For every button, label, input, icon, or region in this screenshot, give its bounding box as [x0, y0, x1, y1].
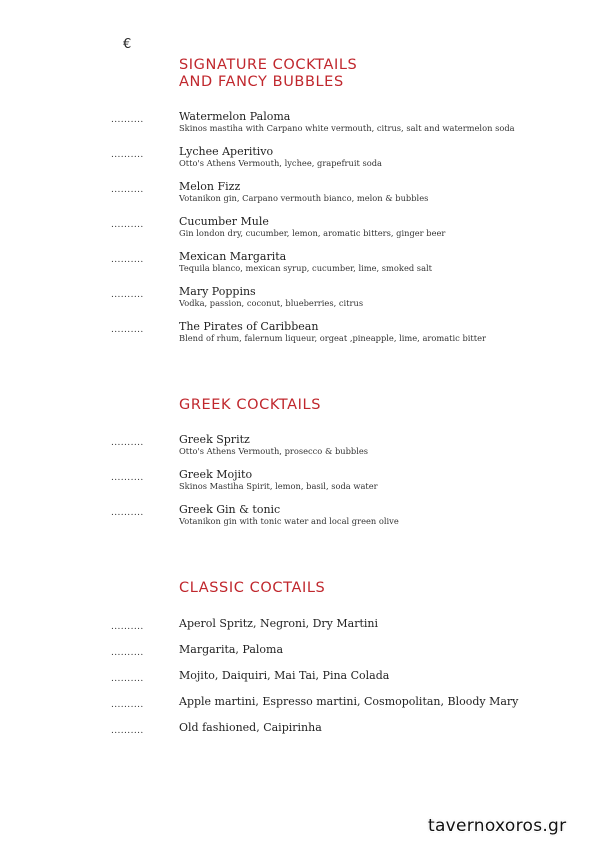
item-description: Tequila blanco, mexican syrup, cucumber, lime, smoked salt: [179, 263, 432, 273]
item-name: The Pirates of Caribbean: [179, 320, 319, 333]
item-description: Skinos Mastiha Spirit, lemon, basil, soda water: [179, 481, 378, 491]
section-title-signature-line2: AND FANCY BUBBLES: [179, 74, 344, 90]
item-description: Otto's Athens Vermouth, lychee, grapefruit soda: [179, 158, 382, 168]
item-description: Blend of rhum, falernum liqueur, orgeat ,pineapple, lime, aromatic bitter: [179, 333, 486, 343]
section-title-signature-line1: SIGNATURE COCKTAILS: [179, 57, 358, 73]
section-title-greek: GREEK COCKTAILS: [179, 397, 322, 413]
item-description: Votanikon gin, Carpano vermouth bianco, melon & bubbles: [179, 193, 429, 203]
price-dots: ..........: [111, 150, 144, 160]
price-dots: ..........: [111, 674, 144, 684]
price-dots: ..........: [111, 255, 144, 265]
currency-symbol: €: [123, 37, 132, 52]
item-name: Greek Mojito: [179, 468, 253, 481]
section-title-classic: CLASSIC COCTAILS: [179, 580, 326, 596]
price-dots: ..........: [111, 726, 144, 736]
price-dots: ..........: [111, 290, 144, 300]
item-name: Mary Poppins: [179, 285, 256, 298]
item-name: Lychee Aperitivo: [179, 145, 274, 158]
item-description: Votanikon gin with tonic water and local green olive: [179, 516, 399, 526]
price-dots: ..........: [111, 508, 144, 518]
item-name: Cucumber Mule: [179, 215, 269, 228]
price-dots: ..........: [111, 700, 144, 710]
price-dots: ..........: [111, 648, 144, 658]
price-dots: ..........: [111, 438, 144, 448]
item-description: Otto's Athens Vermouth, prosecco & bubbles: [179, 446, 369, 456]
item-name: Margarita, Paloma: [179, 643, 284, 656]
item-name: Greek Spritz: [179, 433, 250, 446]
watermark: tavernoxoros.gr: [428, 816, 567, 836]
item-name: Watermelon Paloma: [179, 110, 291, 123]
item-description: Vodka, passion, coconut, blueberries, citrus: [179, 298, 364, 308]
price-dots: ..........: [111, 220, 144, 230]
item-name: Mexican Margarita: [179, 250, 287, 263]
item-name: Apple martini, Espresso martini, Cosmopolitan, Bloody Mary: [179, 695, 519, 708]
item-name: Greek Gin & tonic: [179, 503, 281, 516]
item-name: Aperol Spritz, Negroni, Dry Martini: [179, 617, 379, 630]
item-description: Gin london dry, cucumber, lemon, aromatic bitters, ginger beer: [179, 228, 446, 238]
item-description: Skinos mastiha with Carpano white vermouth, citrus, salt and watermelon soda: [179, 123, 515, 133]
price-dots: ..........: [111, 325, 144, 335]
price-dots: ..........: [111, 115, 144, 125]
item-name: Old fashioned, Caipirinha: [179, 721, 322, 734]
price-dots: ..........: [111, 473, 144, 483]
item-name: Melon Fizz: [179, 180, 241, 193]
item-name: Mojito, Daiquiri, Mai Tai, Pina Colada: [179, 669, 390, 682]
price-dots: ..........: [111, 622, 144, 632]
price-dots: ..........: [111, 185, 144, 195]
